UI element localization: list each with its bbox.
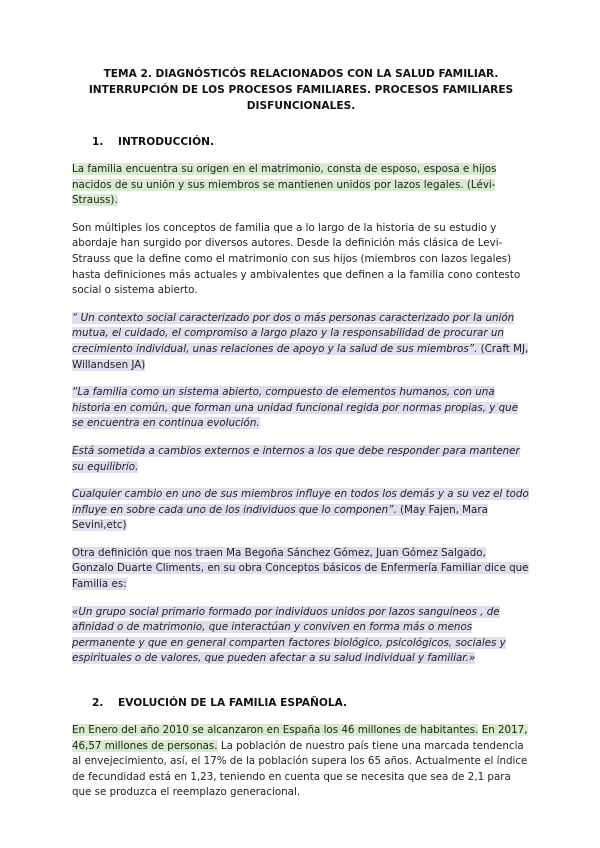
quote-sistema-abierto bbox=[72, 385, 530, 432]
document-page bbox=[72, 66, 530, 813]
paragraph-familia-origen bbox=[72, 162, 530, 209]
paragraph-otra-definicion bbox=[72, 546, 530, 593]
quote-text: «Un grupo social primario formado por individuos unidos por lazos sanguíneos , de afinidad o de matrimonio, que interactúan y conviven en forma más o menos permanente y que en general comparten factores biológico, psicológicos, sociales y espirituales o de valores, que pueden afectar a su salud individual y familiar.» bbox=[72, 605, 506, 665]
highlight-purple bbox=[72, 488, 529, 531]
section-heading-introduccion bbox=[72, 134, 530, 150]
highlight-purple bbox=[72, 312, 528, 371]
quote-text: Cualquier cambio en uno de sus miembros influye en todos los demás y a su vez el todo influye en sobre cada uno de los individuos que lo componen”. bbox=[72, 488, 529, 516]
section-heading-evolucion bbox=[72, 695, 530, 711]
section-title: INTRODUCCIÓN. bbox=[118, 136, 214, 148]
quote-citation: (Craft MJ, Willandsen JA) bbox=[72, 342, 529, 371]
paragraph-text: La población de nuestro país tiene una marcada tendencia al envejecimiento, así, el 17% de la población supera los 65 años. Actualmente el índice de fecundidad está en 1,23, teniendo en cuenta que se necesita que sea de 2,1 para que se produzca el reemplazo generacional. bbox=[72, 739, 528, 799]
highlight-purple bbox=[72, 386, 518, 429]
quote-cualquier-cambio bbox=[72, 487, 530, 534]
quote-text: “La familia como un sistema abierto, compuesto de elementos humanos, con una historia en común, que forman una unidad funcional regida por normas propias, y que se encuentra en continua evolución. bbox=[72, 386, 519, 430]
highlight-purple bbox=[72, 606, 506, 665]
section-number: 2. bbox=[92, 697, 104, 710]
highlight-purple bbox=[72, 445, 520, 473]
highlight-green: La familia encuentra su origen en el matrimonio, consta de esposo, esposa e hijos nacidos de su unión y sus miembros se mantienen unidos por lazos legales. (Lévi-Strauss). bbox=[72, 163, 497, 207]
highlight-green: En Enero del año 2010 se alcanzaron en España los 46 millones de habitantes. bbox=[72, 724, 479, 737]
quote-grupo-social bbox=[72, 605, 530, 667]
quote-contexto-social bbox=[72, 311, 530, 373]
quote-text: Está sometida a cambios externos e internos a los que debe responder para mantener su equilibrio. bbox=[72, 444, 520, 473]
paragraph-evolucion bbox=[72, 723, 530, 801]
quote-cambios bbox=[72, 444, 530, 475]
document-title: TEMA 2. DIAGNÓSTICÓS RELACIONADOS CON LA SALUD FAMILIAR. INTERRUPCIÓN DE LOS PROCESOS FAMILIARES. PROCESOS FAMILIARES DISFUNCIONALES. bbox=[88, 68, 514, 112]
section-number: 1. bbox=[92, 136, 104, 148]
quote-text: “ Un contexto social caracterizado por dos o más personas caracterizado por la unión mutua, el cuidado, el compromiso a largo plazo y la responsabilidad de procurar un crecimiento individual, unas relaciones de apoyo y la salud de sus miembros”. bbox=[72, 311, 515, 355]
quote-citation: (May Fajen, Mara Sevini,etc) bbox=[72, 503, 488, 532]
section-title: EVOLUCIÓN DE LA FAMILIA ESPAÑOLA. bbox=[118, 697, 348, 710]
highlight-green: En 2017, 46,57 millones de personas. bbox=[72, 724, 528, 752]
paragraph-conceptos: Son múltiples los conceptos de familia que a lo largo de la historia de su estudio y abordaje han surgido por diversos autores. Desde la definición más clásica de Levi-Strauss que la define como el matrimonio con sus hijos (miembros con lazos legales) hasta definiciones más actuales y ambivalentes que definen a la familia cono contesto social o sistema abierto. bbox=[72, 221, 521, 297]
highlight-purple: Otra definición que nos traen Ma Begoña Sánchez Gómez, Juan Gómez Salgado, Gonzalo Duarte Climents, en su obra Conceptos básicos de Enfermería Familiar dice que Familia es: bbox=[72, 546, 529, 591]
